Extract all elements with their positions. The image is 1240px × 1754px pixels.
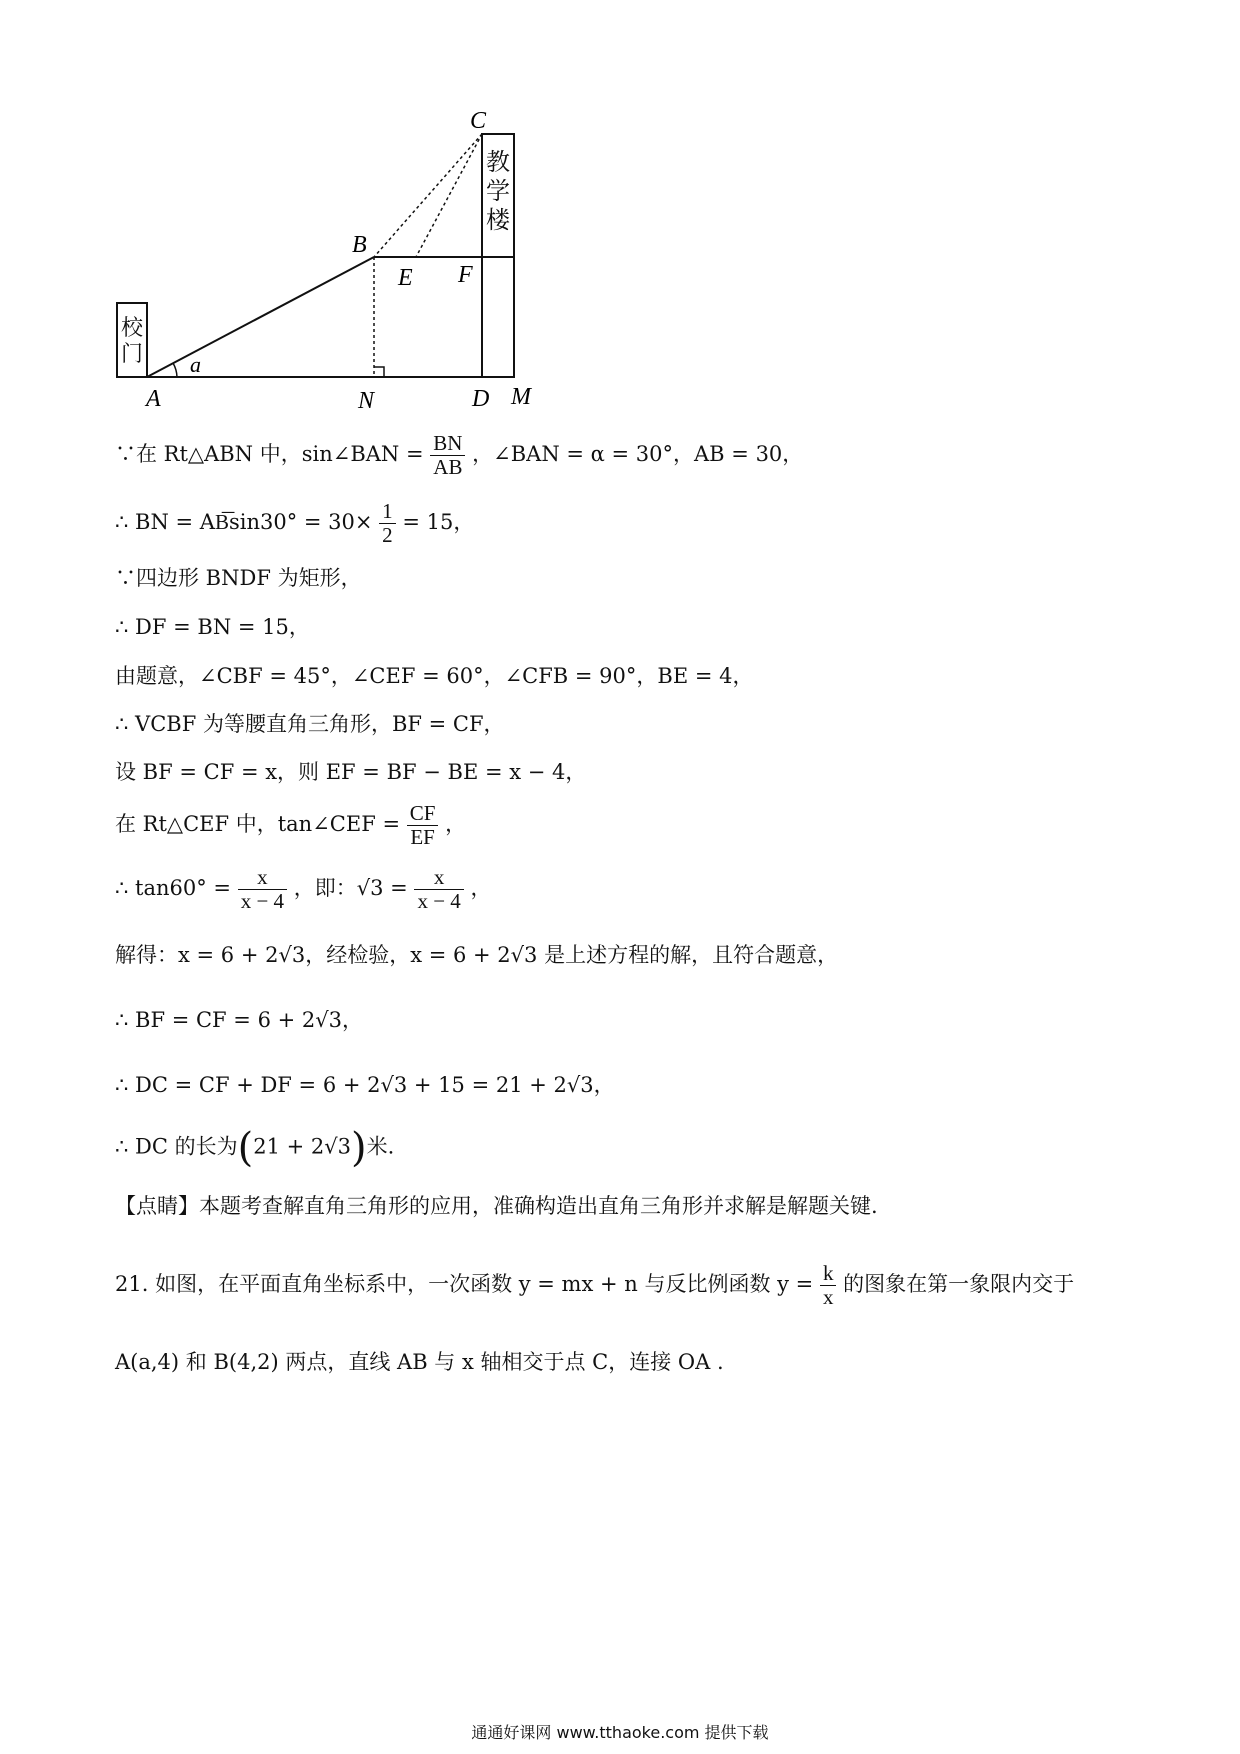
solution-line-1 <box>115 432 803 479</box>
paren: ( <box>237 1125 254 1171</box>
solution-line-2 <box>115 500 474 547</box>
label-e: E <box>398 265 413 291</box>
angle-arc <box>173 363 177 377</box>
text: 在 Rt△CEF 中，tan∠CEF = <box>115 812 401 837</box>
text: ， <box>445 812 467 837</box>
solution-line-12: ∴ DC = CF + DF = 6 + 2√3 + 15 = 21 + 2√3， <box>115 1073 615 1097</box>
comment-line: 【点睛】本题考查解直角三角形的应用，准确构造出直角三角形并求解是解题关键. <box>115 1194 878 1218</box>
footer-text: 通通好课网 www.tthaoke.com 提供下载 <box>471 1723 769 1742</box>
text: ， <box>470 876 492 901</box>
building-label: 教学楼 <box>486 148 510 234</box>
solution-line-3: ∵四边形 BNDF 为矩形， <box>115 566 362 590</box>
solution-line-8 <box>115 802 466 849</box>
solution-line-13 <box>115 1125 395 1171</box>
fraction: $\frac{1}{2}$ <box>379 500 396 547</box>
label-alpha: a <box>190 352 201 377</box>
line-ce <box>416 134 482 257</box>
paren: ) <box>351 1125 367 1171</box>
solution-line-10: 解得：x = 6 + 2√3，经检验，x = 6 + 2√3 是上述方程的解，且符合题意， <box>115 943 839 967</box>
label-m: M <box>511 384 531 410</box>
label-b: B <box>352 232 367 258</box>
text: 米. <box>366 1134 395 1159</box>
solution-line-11: ∴ BF = CF = 6 + 2√3， <box>115 1008 363 1032</box>
label-d: D <box>472 386 490 412</box>
fraction: $\frac{BN}{AB}$ <box>430 432 465 479</box>
text: 的图象在第一象限内交于 <box>843 1272 1075 1297</box>
question-21-line-2: A(a,4) 和 B(4,2) 两点，直线 AB 与 x 轴相交于点 C，连接 OA . <box>115 1350 724 1374</box>
question-21-line-1 <box>115 1262 1074 1309</box>
text: ，即：√3 = <box>293 876 408 901</box>
text: ∴ tan60° = <box>115 876 232 901</box>
solution-line-6: ∴ VCBF 为等腰直角三角形，BF = CF， <box>115 712 505 736</box>
solution-line-5: 由题意，∠CBF = 45°，∠CEF = 60°，∠CFB = 90°，BE = 4， <box>115 664 754 688</box>
fraction: $\frac{CF}{EF}$ <box>407 802 439 849</box>
label-f: F <box>458 262 473 288</box>
label-n: N <box>358 388 375 414</box>
text: 21. 如图，在平面直角坐标系中，一次函数 y = mx + n 与反比例函数 y = <box>115 1272 814 1297</box>
text: = 15， <box>402 510 475 535</box>
line-cb <box>374 134 482 257</box>
text: ∵在 Rt△ABN 中，sin∠BAN = <box>115 442 424 467</box>
text: ∴ BN = AB͞sin30° = 30× <box>115 510 373 535</box>
gate-label: 校门 <box>121 316 144 367</box>
geometry-figure <box>0 0 1240 420</box>
slope-line <box>147 257 374 377</box>
right-angle-mark <box>374 367 384 377</box>
label-a: A <box>146 386 161 412</box>
solution-line-4: ∴ DF = BN = 15， <box>115 615 310 639</box>
fraction: $\frac{x}{x - 4}$ <box>414 866 463 913</box>
text: ∴ DC 的长为 <box>115 1134 238 1159</box>
fraction: $\frac{k}{x}$ <box>820 1262 837 1309</box>
text: 21 + 2√3 <box>253 1134 352 1159</box>
solution-line-9 <box>115 866 491 913</box>
fraction: $\frac{x}{x - 4}$ <box>238 866 287 913</box>
text: ，∠BAN = α = 30°，AB = 30， <box>472 442 804 467</box>
solution-line-7: 设 BF = CF = x，则 EF = BF − BE = x − 4， <box>115 760 587 784</box>
label-c: C <box>470 108 487 134</box>
